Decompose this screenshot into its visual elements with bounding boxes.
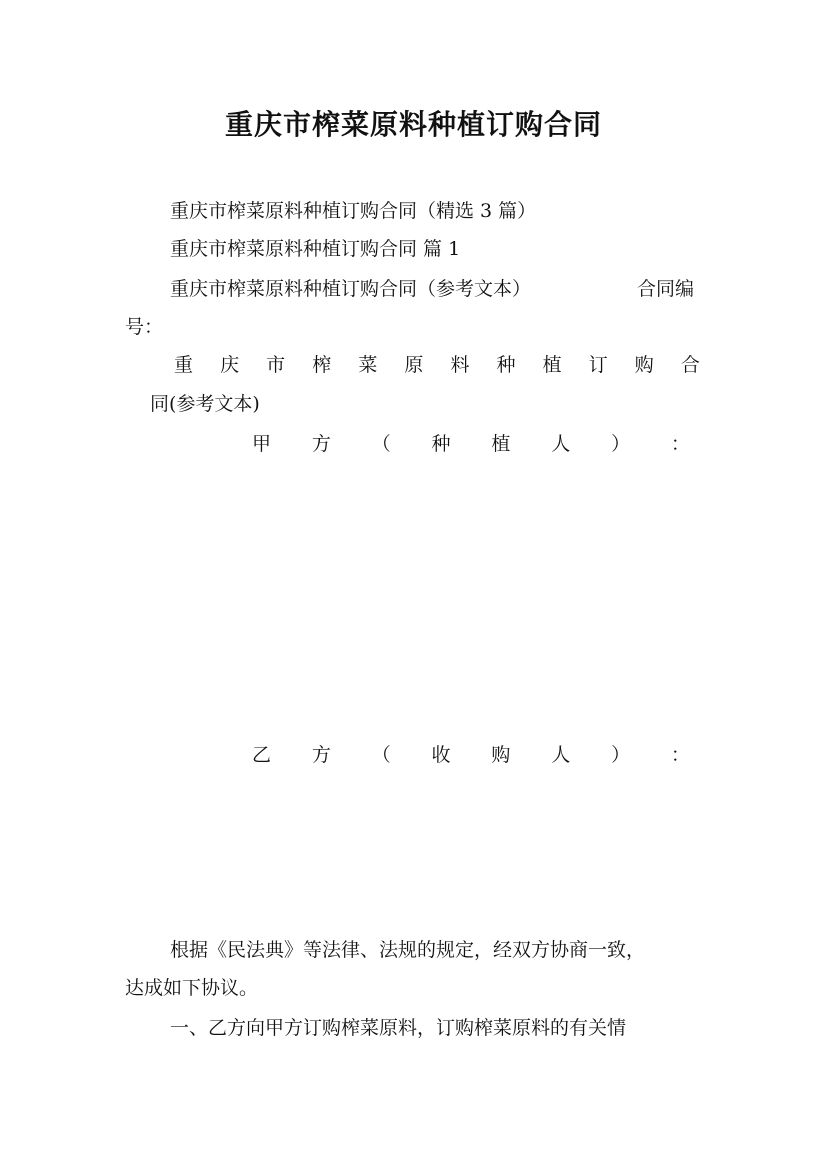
spaced-title-char: 市 — [266, 354, 286, 376]
party-a-char: ： — [670, 433, 690, 455]
party-b-char: 人 — [551, 744, 571, 766]
spaced-title-char: 合 — [680, 354, 700, 376]
party-a-char: 植 — [491, 433, 511, 455]
party-a-char: 甲 — [252, 433, 272, 455]
party-a-char: 种 — [431, 433, 451, 455]
paragraph-2-line-1: 一、乙方向甲方订购榨菜原料，订购榨菜原料的有关情 — [170, 1017, 627, 1039]
spaced-title-row — [174, 353, 700, 377]
paragraph-1-line-1: 根据《民法典》等法律、法规的规定，经双方协商一致， — [170, 939, 646, 961]
spaced-title-char: 购 — [634, 354, 654, 376]
party-b-char: 乙 — [252, 744, 272, 766]
spaced-title-char: 原 — [404, 354, 424, 376]
party-b-char: 收 — [431, 744, 451, 766]
subtitle-part-1: 重庆市榨菜原料种植订购合同 篇 1 — [170, 238, 461, 260]
spaced-title-char: 重 — [174, 354, 194, 376]
party-b-char: 方 — [311, 744, 331, 766]
party-a-char: 人 — [551, 433, 571, 455]
spaced-title-char: 庆 — [220, 354, 240, 376]
spaced-title-char: 料 — [450, 354, 470, 376]
spaced-title-char: 种 — [496, 354, 516, 376]
subtitle-selected: 重庆市榨菜原料种植订购合同（精选 3 篇） — [170, 200, 537, 222]
spaced-title-char: 订 — [588, 354, 608, 376]
party-b-char: ） — [611, 744, 631, 766]
party-b-char: ： — [670, 744, 690, 766]
party-b-char: （ — [371, 744, 391, 766]
contract-number-continuation: 号： — [125, 316, 164, 338]
paragraph-1-line-2: 达成如下协议。 — [125, 977, 259, 999]
contract-number-label: 合同编 — [637, 278, 695, 300]
party-a-row — [252, 432, 690, 456]
spaced-title-char: 植 — [542, 354, 562, 376]
party-a-char: 方 — [311, 433, 331, 455]
party-b-row — [252, 743, 690, 767]
spaced-title-continuation: 同(参考文本) — [150, 393, 260, 415]
spaced-title-char: 榨 — [312, 354, 332, 376]
spaced-title-char: 菜 — [358, 354, 378, 376]
document-title: 重庆市榨菜原料种植订购合同 — [224, 108, 602, 141]
reference-text-line: 重庆市榨菜原料种植订购合同（参考文本） — [170, 278, 532, 300]
party-a-char: ） — [611, 433, 631, 455]
party-b-char: 购 — [491, 744, 511, 766]
party-a-char: （ — [371, 433, 391, 455]
